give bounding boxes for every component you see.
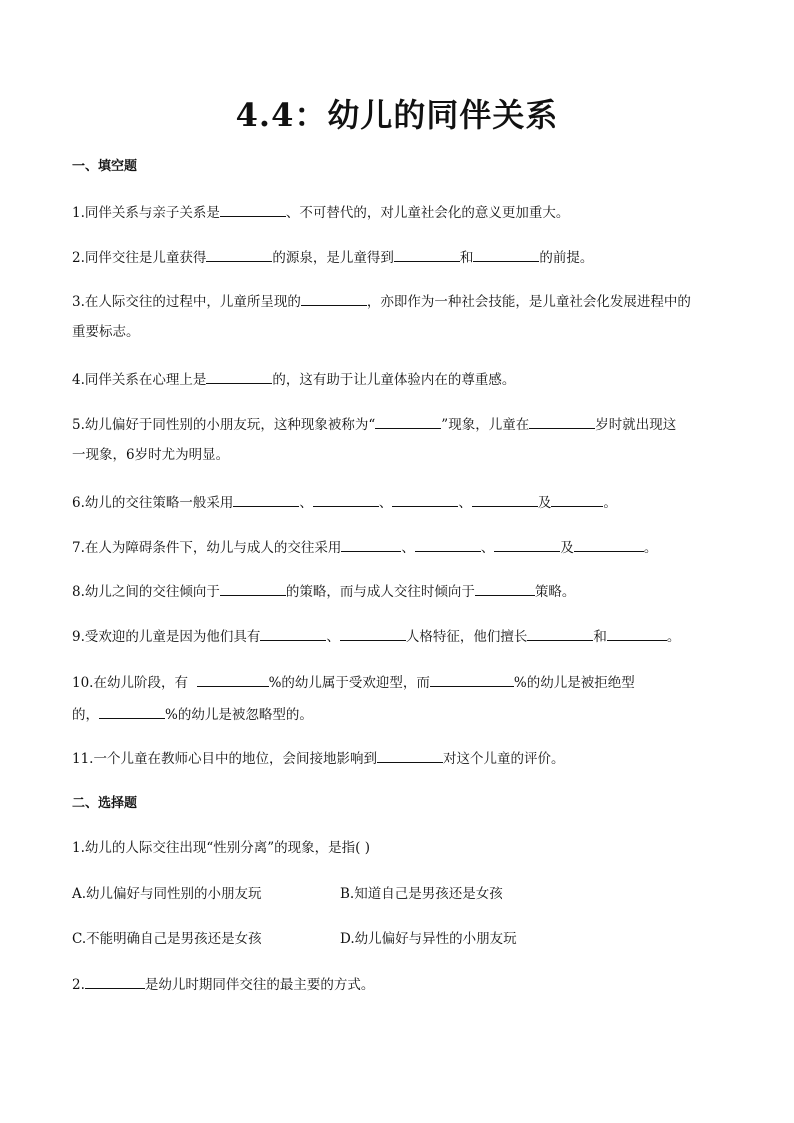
answer-blank[interactable] xyxy=(475,581,535,596)
fill-question-8: 8.幼儿之间的交往倾向于 的策略，而与成人交往时倾向于 策略。 xyxy=(72,581,732,603)
answer-blank[interactable] xyxy=(375,414,441,429)
answer-blank[interactable] xyxy=(394,247,460,262)
answer-blank[interactable] xyxy=(415,537,481,552)
fill-question-1: 1.同伴关系与亲子关系是 、不可替代的，对儿童社会化的意义更加重大。 xyxy=(72,202,732,224)
answer-blank[interactable] xyxy=(529,414,595,429)
answer-blank[interactable] xyxy=(206,247,272,262)
fill-question-7: 7.在人为障碍条件下，幼儿与成人的交往采用 、 、 及 。 xyxy=(72,537,732,559)
answer-blank[interactable] xyxy=(220,581,286,596)
answer-blank[interactable] xyxy=(260,626,326,641)
answer-blank[interactable] xyxy=(301,291,367,306)
answer-blank[interactable] xyxy=(574,537,644,552)
fill-question-5: 5.幼儿偏好于同性别的小朋友玩，这种现象被称为“ ”现象，儿童在 岁时就出现这 xyxy=(72,414,732,436)
answer-blank[interactable] xyxy=(313,492,379,507)
answer-blank[interactable] xyxy=(494,537,560,552)
page-title: 4.4：幼儿的同伴关系 xyxy=(235,96,559,134)
answer-blank[interactable] xyxy=(607,626,667,641)
answer-blank[interactable] xyxy=(473,247,539,262)
answer-blank[interactable] xyxy=(472,492,538,507)
fill-question-10: 10.在幼儿阶段，有 %的幼儿属于受欢迎型，而 %的幼儿是被拒绝型 xyxy=(72,672,732,694)
choice-question-1-options-cd xyxy=(72,929,732,950)
answer-blank[interactable] xyxy=(430,672,514,687)
answer-blank[interactable] xyxy=(551,492,603,507)
fill-question-9: 9.受欢迎的儿童是因为他们具有 、 人格特征，他们擅长 和 。 xyxy=(72,626,732,648)
answer-blank[interactable] xyxy=(341,537,401,552)
option-a[interactable]: A.幼儿偏好与同性别的小朋友玩 xyxy=(72,886,262,902)
answer-blank[interactable] xyxy=(220,202,286,217)
answer-blank[interactable] xyxy=(392,492,458,507)
fill-question-6: 6.幼儿的交往策略一般采用 、 、 、 及 。 xyxy=(72,492,732,514)
fill-question-3-cont: 重要标志。 xyxy=(72,324,140,340)
answer-blank[interactable] xyxy=(85,974,145,989)
choice-question-2: 2. 是幼儿时期同伴交往的最主要的方式。 xyxy=(72,974,732,996)
section-heading-fill: 一、填空题 xyxy=(72,159,138,174)
option-b[interactable]: B.知道自己是男孩还是女孩 xyxy=(340,886,503,902)
fill-question-4: 4.同伴关系在心理上是 的，这有助于让儿童体验内在的尊重感。 xyxy=(72,369,732,391)
answer-blank[interactable] xyxy=(527,626,593,641)
fill-question-10-cont: 的， %的幼儿是被忽略型的。 xyxy=(72,704,732,726)
section-heading-choice: 二、选择题 xyxy=(72,796,138,811)
answer-blank[interactable] xyxy=(233,492,299,507)
answer-blank[interactable] xyxy=(197,672,269,687)
fill-question-3: 3.在人际交往的过程中，儿童所呈现的 ，亦即作为一种社会技能，是儿童社会化发展进程中的 xyxy=(72,291,732,313)
fill-question-5-cont: 一现象，6岁时尤为明显。 xyxy=(72,447,230,463)
choice-question-1: 1.幼儿的人际交往出现“性别分离”的现象，是指( ) xyxy=(72,840,371,856)
choice-question-1-options-ab xyxy=(72,884,732,905)
answer-blank[interactable] xyxy=(99,704,165,719)
answer-blank[interactable] xyxy=(206,369,272,384)
option-d[interactable]: D.幼儿偏好与异性的小朋友玩 xyxy=(340,931,517,947)
answer-blank[interactable] xyxy=(377,748,443,763)
fill-question-2: 2.同伴交往是儿童获得 的源泉，是儿童得到 和 的前提。 xyxy=(72,247,732,269)
answer-blank[interactable] xyxy=(340,626,406,641)
option-c[interactable]: C.不能明确自己是男孩还是女孩 xyxy=(72,931,262,947)
fill-question-11: 11.一个儿童在教师心目中的地位，会间接地影响到 对这个儿童的评价。 xyxy=(72,748,732,770)
